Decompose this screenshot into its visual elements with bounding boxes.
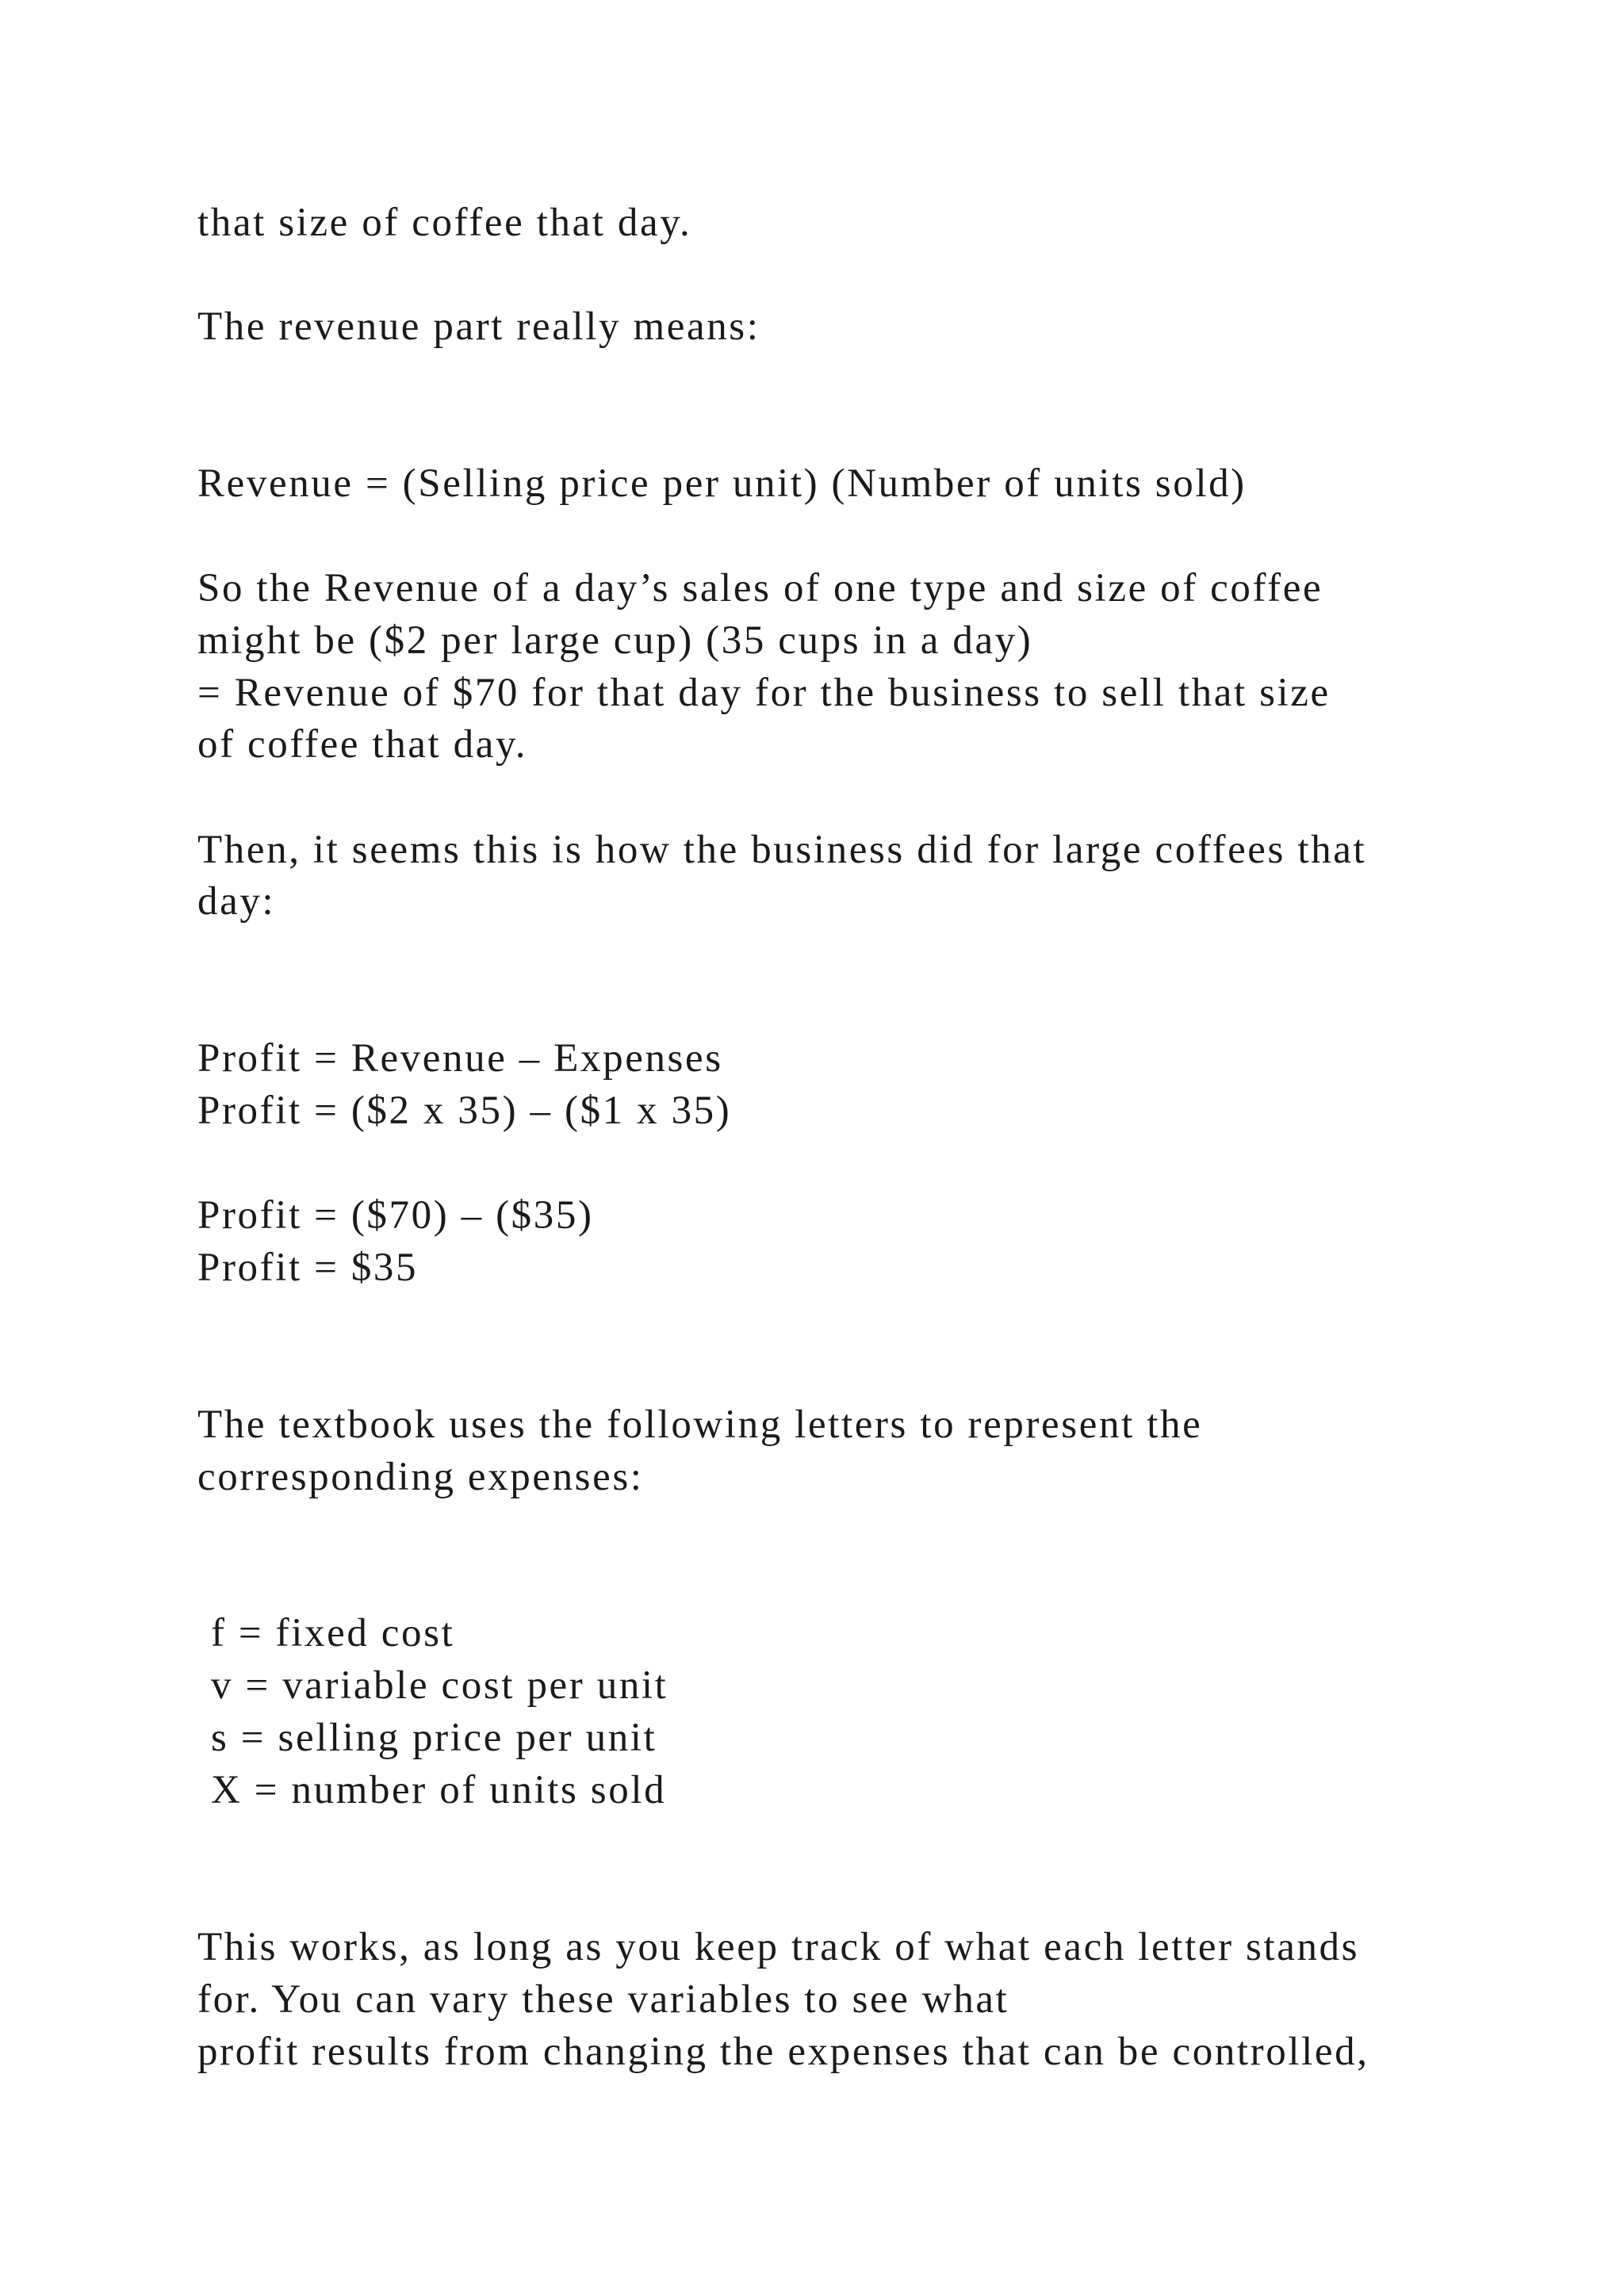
text-line: of coffee that day. — [197, 722, 528, 767]
text-line: for. You can vary these variables to see what — [197, 1977, 1009, 2022]
variable-definition: X = number of units sold — [211, 1768, 667, 1812]
text-line: The textbook uses the following letters to represent the — [197, 1402, 1203, 1447]
profit-formula: Profit = ($70) – ($35) — [197, 1193, 594, 1238]
variable-definition: f = fixed cost — [211, 1611, 455, 1655]
variable-definition: v = variable cost per unit — [211, 1663, 668, 1708]
text-line: The revenue part really means: — [197, 304, 760, 349]
text-line: profit results from changing the expenses that can be controlled, — [197, 2030, 1369, 2074]
revenue-formula: Revenue = (Selling price per unit) (Number of units sold) — [197, 461, 1247, 506]
profit-formula: Profit = Revenue – Expenses — [197, 1036, 723, 1081]
text-line: This works, as long as you keep track of what each letter stands — [197, 1925, 1360, 1969]
profit-result: Profit = $35 — [197, 1246, 419, 1290]
text-line: day: — [197, 879, 276, 924]
text-line: = Revenue of $70 for that day for the business to sell that size — [197, 671, 1331, 715]
text-line: corresponding expenses: — [197, 1455, 644, 1499]
text-line: Then, it seems this is how the business did for large coffees that — [197, 828, 1367, 872]
text-line: So the Revenue of a day’s sales of one type and size of coffee — [197, 566, 1323, 610]
text-line: that size of coffee that day. — [197, 201, 692, 245]
variable-definition: s = selling price per unit — [211, 1716, 657, 1760]
text-line: might be ($2 per large cup) (35 cups in a day) — [197, 618, 1033, 663]
profit-formula: Profit = ($2 x 35) – ($1 x 35) — [197, 1089, 732, 1133]
